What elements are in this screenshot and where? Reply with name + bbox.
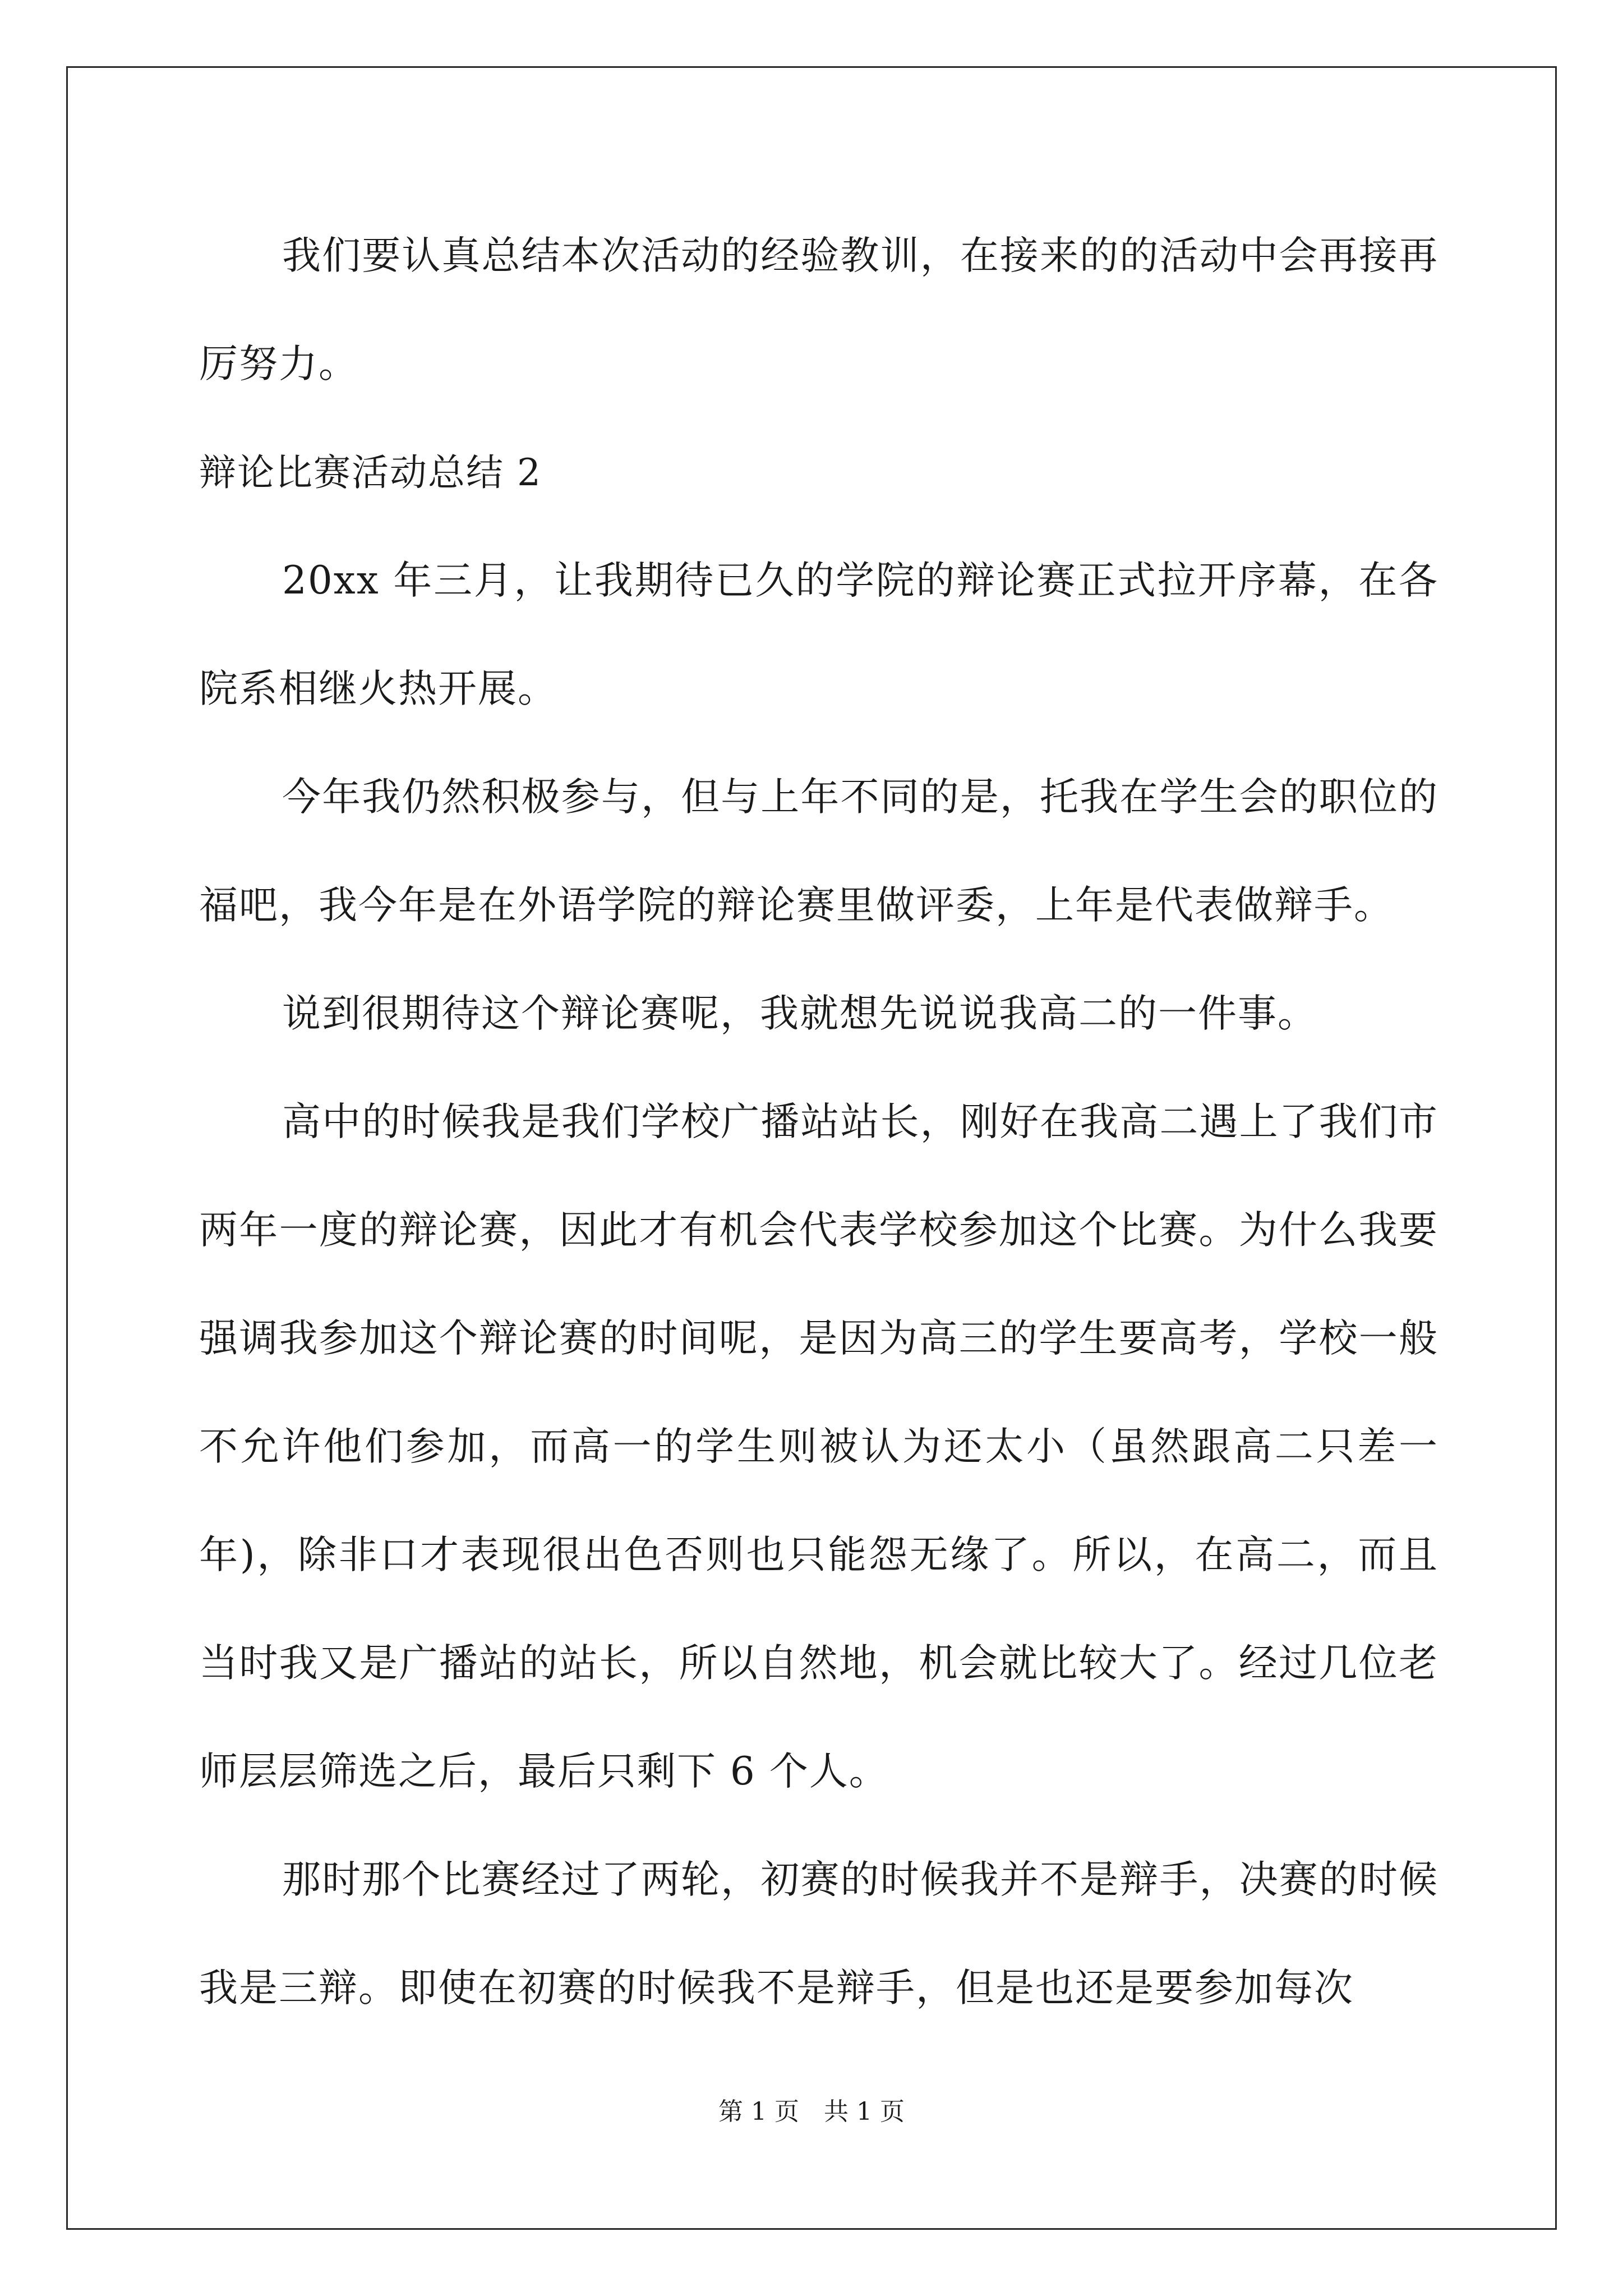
paragraph-closing: 我们要认真总结本次活动的经验教训，在接来的的活动中会再接再厉努力。 (199, 233, 1438, 386)
document-body (199, 202, 1438, 2042)
paragraph-intro: 20xx 年三月，让我期待已久的学院的辩论赛正式拉开序幕，在各院系相继火热开展。 (199, 558, 1438, 711)
paragraph-high-school: 高中的时候我是我们学校广播站站长，刚好在我高二遇上了我们市两年一度的辩论赛，因此才有机会代表学校参加这个比赛。为什么我要强调我参加这个辩论赛的时间呢，是因为高三的学生要高考，学校一般不允许他们参加，而高一的学生则被认为还太小（虽然跟高二只差一年)，除非口才表现很出色否则也只能怨无缘了。所以，在高二，而且当时我又是广播站的站长，所以自然地，机会就比较大了。经过几位老师层层筛选之后，最后只剩下 6 个人。 (199, 1099, 1438, 1794)
paragraph-competition: 那时那个比赛经过了两轮，初赛的时候我并不是辩手，决赛的时候我是三辩。即使在初赛的时候我不是辩手，但是也还是要参加每次 (199, 1857, 1438, 2010)
paragraph-role: 今年我仍然积极参与，但与上年不同的是，托我在学生会的职位的福吧，我今年是在外语学院的辩论赛里做评委，上年是代表做辩手。 (199, 775, 1438, 928)
paragraph-anecdote-lead: 说到很期待这个辩论赛呢，我就想先说说我高二的一件事。 (282, 991, 1317, 1036)
section-heading: 辩论比赛活动总结 2 (199, 451, 542, 494)
page-footer: 第 1 页 共 1 页 (718, 2097, 905, 2126)
